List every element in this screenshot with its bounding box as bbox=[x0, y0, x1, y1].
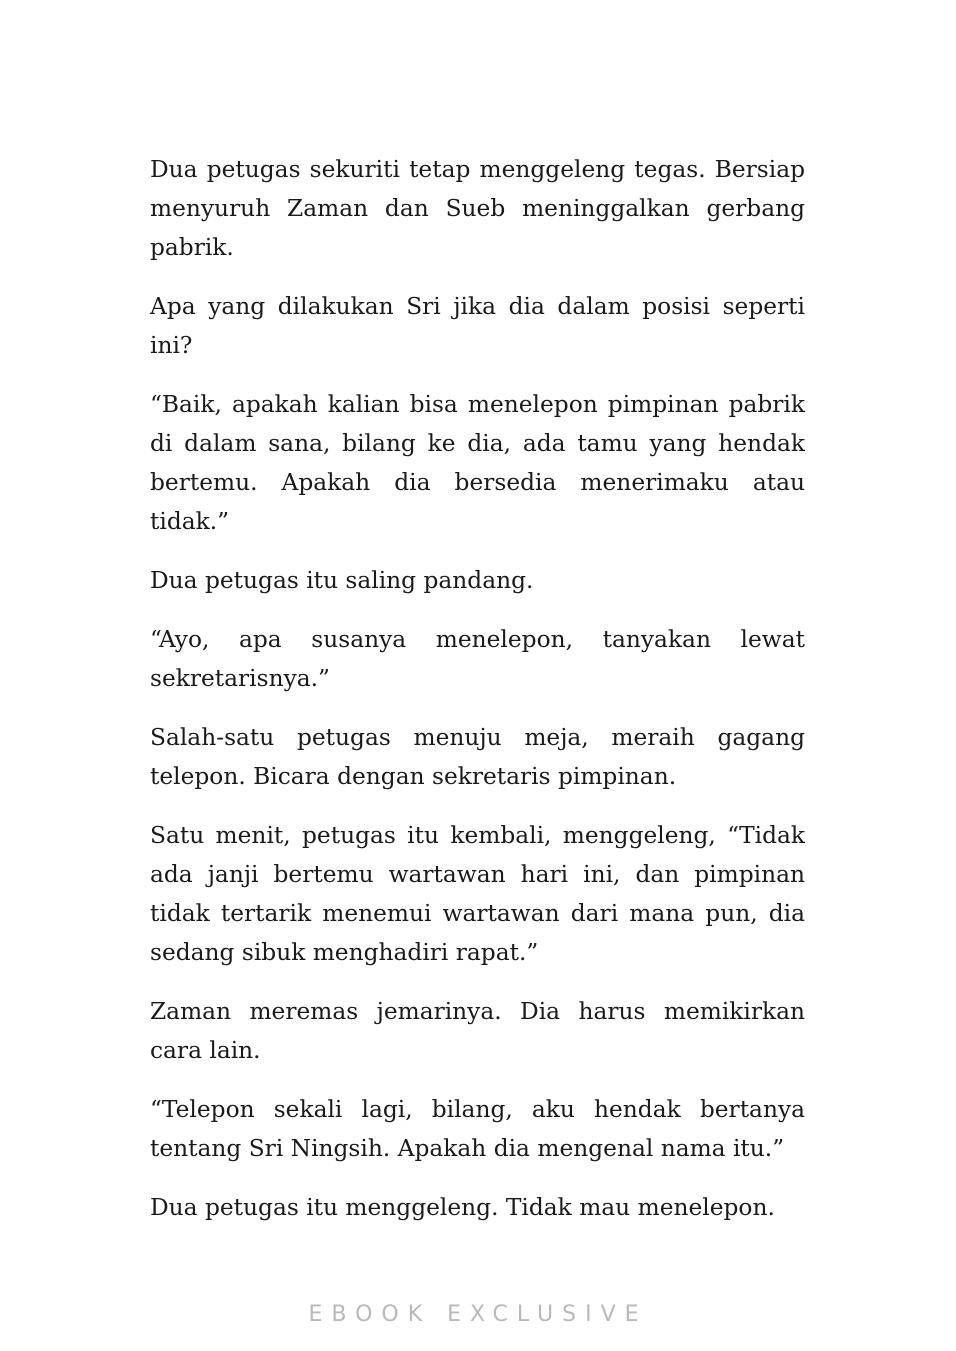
paragraph: Satu menit, petugas itu kembali, menggeleng, “Tidak ada janji bertemu wartawan hari ini, dan pimpinan tidak tertarik menemui wartawan dari mana pun, dia sedang sibuk menghadiri rapat.” bbox=[150, 822, 805, 966]
paragraph: Salah-satu petugas menuju meja, meraih gagang telepon. Bicara dengan sekretaris pimpinan. bbox=[150, 724, 805, 790]
paragraph: “Baik, apakah kalian bisa menelepon pimpinan pabrik di dalam sana, bilang ke dia, ada tamu yang hendak bertemu. Apakah dia bersedia menerimaku atau tidak.” bbox=[150, 391, 805, 535]
paragraph: Dua petugas sekuriti tetap menggeleng tegas. Bersiap menyuruh Zaman dan Sueb meninggalkan gerbang pabrik. bbox=[150, 156, 805, 261]
paragraph: Apa yang dilakukan Sri jika dia dalam posisi seperti ini? bbox=[150, 293, 805, 359]
paragraph: Dua petugas itu menggeleng. Tidak mau menelepon. bbox=[150, 1194, 775, 1221]
page-body bbox=[150, 150, 805, 1247]
paragraph: “Telepon sekali lagi, bilang, aku hendak bertanya tentang Sri Ningsih. Apakah dia mengenal nama itu.” bbox=[150, 1096, 805, 1162]
paragraph: Dua petugas itu saling pandang. bbox=[150, 567, 534, 594]
paragraph: Zaman meremas jemarinya. Dia harus memikirkan cara lain. bbox=[150, 998, 805, 1064]
paragraph: “Ayo, apa susanya menelepon, tanyakan lewat sekretarisnya.” bbox=[150, 626, 805, 692]
footer-label: EBOOK EXCLUSIVE bbox=[308, 1302, 648, 1327]
